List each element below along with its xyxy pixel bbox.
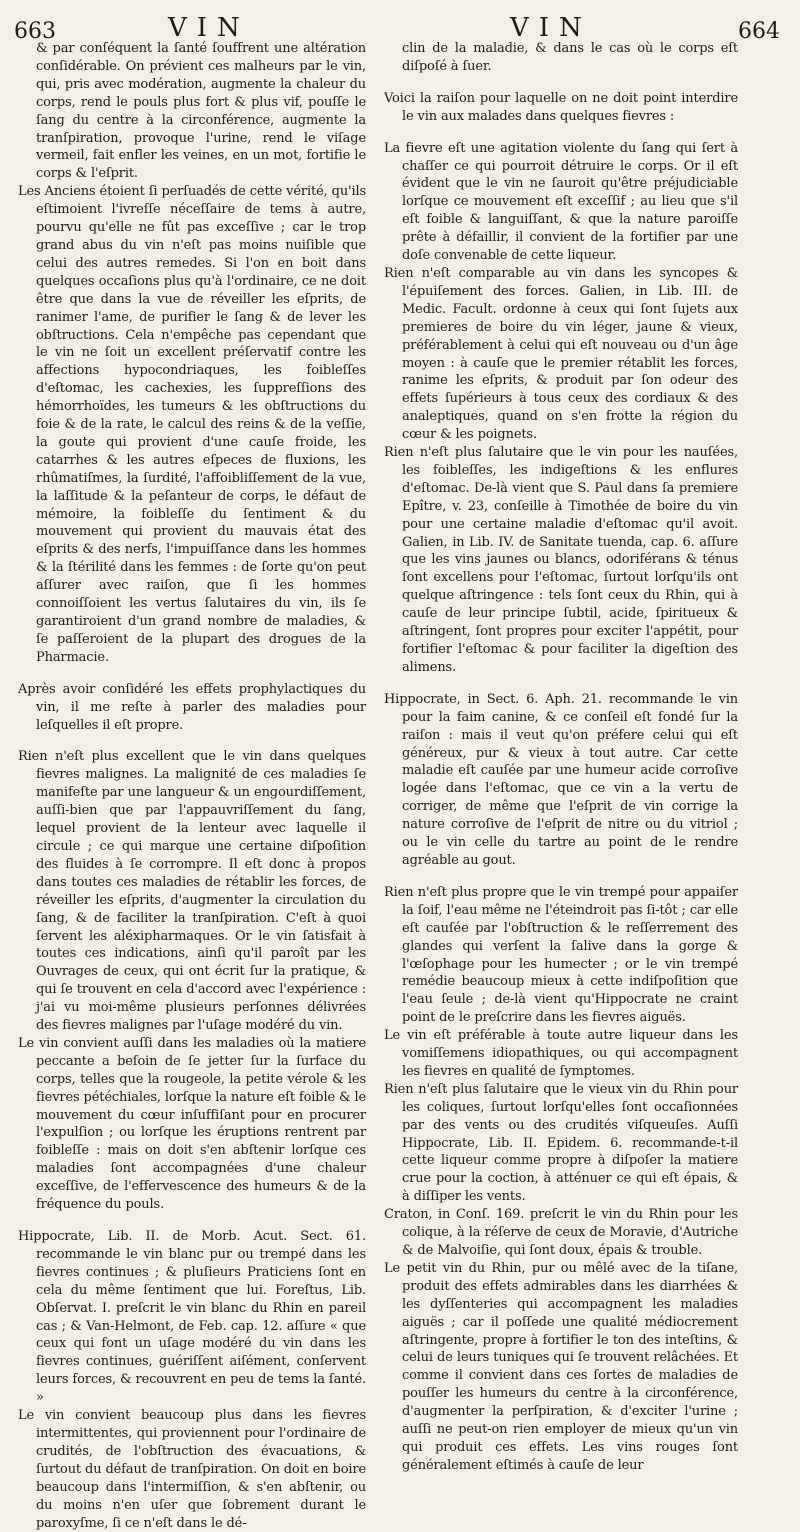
paragraph: clin de la maladie, & dans le cas où le corps eſt diſpoſé à ſuer. [402,41,738,74]
paragraph: Rien n'eſt plus ſalutaire que le vin pour les nauſées, les foibleſſes, les indigeſtions & les enflures d'eſtomac. De-là vient que S. Paul dans ſa premiere Epître, v. 23, conſeille à Timothée de boire du vin pour une certaine maladie d'eſtomac qu'il avoit. Galien, in Lib. IV. de Sanitate tuenda, cap. 6. aſſure que les vins jaunes ou blancs, odoriférans & ténus ſont excellens pour l'eſtomac, ſurtout lorſqu'ils ont quelque aſtringence : tels ſont ceux du Rhin, qui à cauſe de leur principe ſubtil, acide, ſpiritueux & aſtringent, ſont propres pour exciter l'appétit, pour fortifier l'eſtomac & pour faciliter la digeſtion des alimens. [384,445,738,675]
paragraph: Rien n'eſt plus excellent que le vin dans quelques fievres malignes. La malignité de ces maladies ſe manifeſte par une langueur & un engourdiſſement, auſſi-bien que par l'appauvriſſement du ſang, lequel provient de la lenteur avec laquelle il circule ; ce qui marque une certaine diſpoſition des fluides à ſe corrompre. Il eſt donc à propos dans toutes ces maladies de rétablir les forces, de réveiller les eſprits, d'augmenter la circulation du ſang, & de faciliter la tranſpiration. C'eſt à quoi ſervent les aléxipharmaques. Or le vin ſatisfait à toutes ces indications, ainſi qu'il paroît par les Ouvrages de ceux, qui ont écrit ſur la pratique, & qui ſe trouvent en cela d'accord avec l'expérience : j'ai vu moi-même plusieurs perſonnes délivrées des fievres malignes par l'uſage modéré du vin. [18,749,366,1034]
right-text-column [384,40,738,1475]
right-running-title: VIN [510,13,592,43]
paragraph: Rien n'eſt plus propre que le vin trempé pour appaiſer la ſoif, l'eau même ne l'éteindroit pas ſi-tôt ; car elle eſt cauſée par l'obſtruction & le reſſerrement des glandes qui verſent la ſalive dans la gorge & l'œſophage pour les humecter ; or le vin trempé remédie beaucoup mieux à cette indiſpoſition que l'eau ſeule ; de-là vient qu'Hippocrate ne craint point de le preſcrire dans les fievres aiguës. [384,884,738,1026]
paragraph: Après avoir conſidéré les effets prophylactiques du vin, il me reſte à parler des maladies pour leſquelles il eſt propre. [18,681,366,733]
paragraph: Le vin convient auſſi dans les maladies où la matiere peccante a beſoin de ſe jetter ſur la ſurface du corps, telles que la rougeole, la petite vérole & les fievres pétéchiales, lorſque la nature eſt foible & le mouvement du cœur inſuffiſant pour en procurer l'expulſion ; ou lorſque les éruptions rentrent par foibleſſe : mais on doit s'en abſtenir lorſque ces maladies ſont accompagnées d'une chaleur exceſſive, de l'effervescence des humeurs & de la fréquence du pouls. [18,1035,366,1213]
paragraph: Voici la raiſon pour laquelle on ne doit point interdire le vin aux malades dans quelques fievres : [384,90,738,124]
paragraph: Hippocrate, in Sect. 6. Aph. 21. recommande le vin pour la faim canine, & ce conſeil eſt fondé ſur la raiſon : mais il veut qu'on préfere celui qui eſt généreux, pur & vieux à tout autre. Car cette maladie eſt cauſée par une humeur acide corroſive logée dans l'eſtomac, que ce vin a la vertu de corriger, de même que l'eſprit de vin corrige la nature corroſive de l'eſprit de nitre ou du vitriol ; ou le vin celle du tartre au point de le rendre agréable au gout. [384,691,738,868]
left-text-column [18,40,366,1532]
paragraph: Rien n'eſt plus ſalutaire que le vieux vin du Rhin pour les coliques, ſurtout lorſqu'elles ſont occaſionnées par des vents ou des crudités viſqueuſes. Auſſi Hippocrate, Lib. II. Epidem. 6. recommande-t-il cette liqueur comme propre à diſpoſer la matiere crue pour la coction, à atténuer ce qui eſt épais, & à diſſiper les vents. [384,1081,738,1205]
left-page-number: 663 [14,19,56,44]
paragraph: Le vin convient beaucoup plus dans les fievres intermittentes, qui proviennent pour l'ordinaire de crudités, de l'obſtruction des évacuations, & ſurtout du défaut de tranſpiration. On doit en boire beaucoup dans l'intermiſſion, & s'en abſtenir, ou du moins n'en uſer que ſobrement durant le paroxyſme, ſi ce n'eſt dans le dé- [18,1408,366,1531]
paragraph: Rien n'eſt comparable au vin dans les syncopes & l'épuiſement des forces. Galien, in Lib. III. de Medic. Facult. ordonne à ceux qui ſont ſujets aux premieres de boire du vin léger, jaune & vieux, préférablement à celui qui eſt nouveau ou d'un âge moyen : à cauſe que le premier rétablit les forces, ranime les eſprits, & produit par ſon odeur des effets ſupérieurs à tous ceux des cordiaux & des analeptiques, quand on s'en frotte la région du cœur & les poignets. [384,265,738,443]
paragraph: Le vin eſt préférable à toute autre liqueur dans les vomiſſemens idiopathiques, ou qui accompagnent les fievres en qualité de ſymptomes. [384,1028,738,1079]
paragraph: Hippocrate, Lib. II. de Morb. Acut. Sect. 61. recommande le vin blanc pur ou trempé dans les fievres continues ; & pluſieurs Praticiens ſont en cela du même ſentiment que lui. Foreſtus, Lib. Obſervat. I. preſcrit le vin blanc du Rhin en pareil cas ; & Van-Helmont, de Feb. cap. 12. aſſure « que ceux qui font un uſage modéré du vin dans les fievres continues, guériſſent aiſément, conſervent leurs forces, & recouvrent en peu de tems la ſanté. » [18,1229,366,1406]
paragraph: Craton, in Conſ. 169. preſcrit le vin du Rhin pour les colique, à la réſerve de ceux de Moravie, d'Autriche & de Malvoiſie, qui ſont doux, épais & trouble. [384,1207,738,1258]
paragraph: & par conſéquent la ſanté ſouffrent une altération conſidérable. On prévient ces malheurs par le vin, qui, pris avec modération, augmente la chaleur du corps, rend le pouls plus fort & plus vif, pouſſe le ſang du centre à la circonférence, augmente la tranſpiration, provoque l'urine, rend le viſage vermeil, fait enfler les veines, en un mot, fortifie le corps & l'eſprit. [36,41,366,182]
paragraph: Le petit vin du Rhin, pur ou mêlé avec de la tiſane, produit des effets admirables dans les diarrhées & les dyſſenteries qui accompagnent les maladies aiguës ; car il poſſede une qualité médiocrement aſtringente, propre à fortifier le ton des inteſtins, & celui de leurs tuniques qui ſe trouvent relâchées. Et comme il convient dans ces ſortes de maladies de pouſſer les humeurs du centre à la circonférence, d'augmenter la perſpiration, & d'exciter l'urine ; auſſi ne peut-on rien employer de mieux qu'un vin qui produit ces effets. Les vins rouges ſont généralement eſtimés à cauſe de leur [384,1260,738,1473]
right-page-number: 664 [738,19,780,44]
paragraph: La fievre eſt une agitation violente du ſang qui ſert à chaſſer ce qui pourroit détruire le corps. Or il eſt évident que le vin ne ſauroit qu'être préjudiciable lorſque ce mouvement eſt exceſſif ; au lieu que s'il eſt foible & languiſſant, & que la nature paroiſſe prête à défaillir, il convient de la fortifier par une doſe convenable de cette liqueur. [384,140,738,264]
paragraph: Les Anciens étoient ſi perſuadés de cette vérité, qu'ils eſtimoient l'ivreſſe néceſſaire de tems à autre, pourvu qu'elle ne fût pas exceſſive ; car le trop grand abus du vin n'eſt pas moins nuiſible que celui des autres remedes. Si l'on en boit dans quelques occaſions plus qu'à l'ordinaire, ce ne doit être que dans la vue de réveiller les eſprits, de ranimer l'ame, de purifier le ſang & de lever les obſtructions. Cela n'empêche pas cependant que le vin ne ſoit un excellent préſervatif contre les affections hypocondriaques, les foibleſſes d'eſtomac, les cachexies, les ſuppreſſions des hémorrhoïdes, les tumeurs & les obſtructions du foie & de la rate, le calcul des reins & de la veſſie, la goute qui provient d'une cauſe froide, les catarrhes & les autres eſpeces de fluxions, les rhûmatiſmes, la ſurdité, l'affoibliſſement de la vue, la laſſitude & la peſanteur de corps, le défaut de mémoire, la foibleſſe du ſentiment & du mouvement qui provient du mauvais état des eſprits & des nerfs, l'impuiſſance dans les hommes & la ſtérilité dans les femmes : de ſorte qu'on peut aſſurer avec raiſon, que ſi les hommes connoiſſoient les vertus ſalutaires du vin, ils ſe garantiroient d'un grand nombre de maladies, & ſe paſſeroient de la plupart des drogues de la Pharmacie. [18,184,366,665]
left-running-title: VIN [168,13,250,43]
